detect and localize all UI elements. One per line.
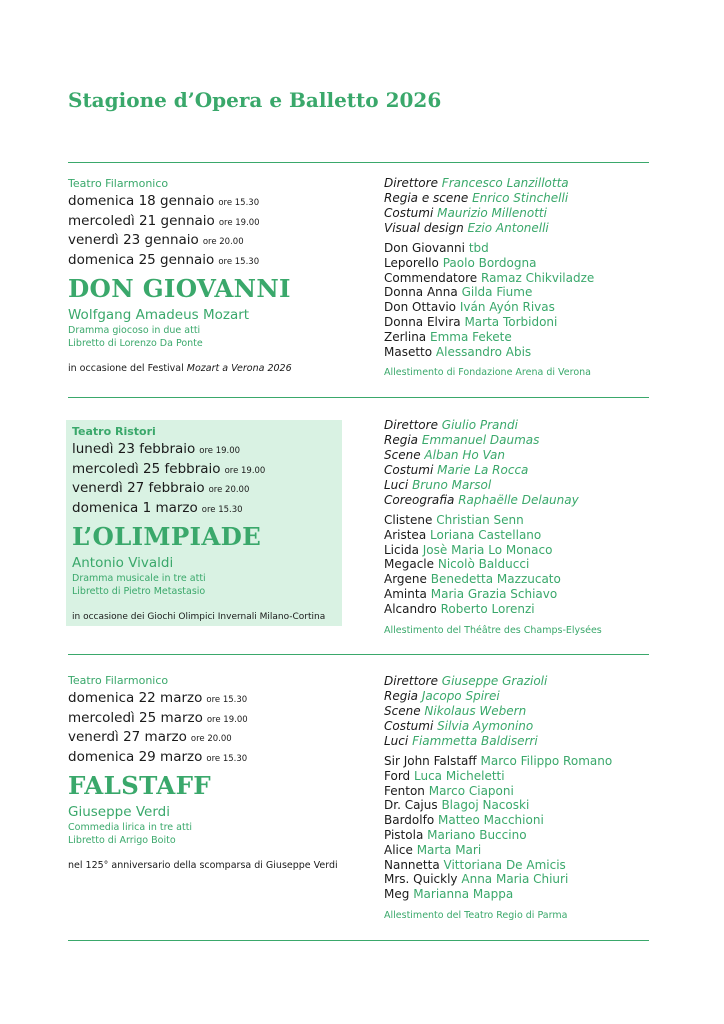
cast-line: Donna Elvira Marta Torbidoni [384,314,558,329]
cast-line: Sir John Falstaff Marco Filippo Romano [384,754,613,768]
cast-line: Nannetta Vittoriana De Amicis [384,857,566,872]
cast-line: Don Giovanni tbd [384,241,489,255]
cast-line: Aristea Loriana Castellano [384,527,542,542]
composer: Wolfgang Amadeus Mozart [68,307,250,323]
opera-title: L’OLIMPIADE [72,522,262,551]
venue: Teatro Ristori [72,425,156,438]
composer: Antonio Vivaldi [72,555,174,571]
genre: Dramma musicale in tre atti [72,573,206,584]
divider [68,162,649,163]
performance-date: venerdì 27 marzo ore 20.00 [68,729,232,745]
credits-falstaff [384,674,649,922]
divider [68,654,649,655]
genre: Commedia lirica in tre atti [68,822,193,833]
libretto: Libretto di Pietro Metastasio [72,585,206,597]
cast-line: Clistene Christian Senn [384,513,524,527]
cast-line: Argene Benedetta Mazzucato [384,572,561,587]
performance-date: domenica 22 marzo ore 15.30 [68,690,248,706]
production-credit: Allestimento del Théâtre des Champs-Elysées [384,624,602,636]
staff-line: Luci Fiammetta Baldiserri [384,734,538,748]
performance-date: venerdì 23 gennaio ore 20.00 [68,232,244,248]
occasion-note: in occasione del Festival Mozart a Verona 2026 [68,363,292,374]
composer: Giuseppe Verdi [68,804,170,820]
show-info-don-giovanni [68,177,292,375]
staff-line: Direttore Giulio Prandi [384,418,518,432]
opera-title: DON GIOVANNI [68,274,291,303]
occasion-note: nel 125° anniversario della scomparsa di Giuseppe Verdi [68,860,338,871]
performance-date: mercoledì 21 gennaio ore 19.00 [68,212,260,229]
cast-line: Alcandro Roberto Lorenzi [384,601,535,616]
staff-line: Costumi Silvia Aymonino [384,719,534,733]
libretto: Libretto di Lorenzo Da Ponte [68,337,203,349]
cast-line: Mrs. Quickly Anna Maria Chiuri [384,872,569,887]
divider [68,940,649,941]
cast-line: Masetto Alessandro Abis [384,344,532,359]
staff-line: Regia Jacopo Spirei [384,689,500,703]
performance-date: venerdì 27 febbraio ore 20.00 [72,480,250,496]
page-title: Stagione d’Opera e Balletto 2026 [68,88,442,112]
staff-line: Scene Alban Ho Van [384,448,505,462]
cast-line: Pistola Mariano Buccino [384,827,527,842]
staff-line: Costumi Marie La Rocca [384,463,529,477]
libretto: Libretto di Arrigo Boito [68,834,176,846]
performance-date: domenica 29 marzo ore 15.30 [68,748,248,765]
genre: Dramma giocoso in due atti [68,325,201,336]
occasion-note: in occasione dei Giochi Olimpici Invernali Milano-Cortina [72,612,326,622]
staff-line: Costumi Maurizio Millenotti [384,206,547,220]
performance-date: mercoledì 25 marzo ore 19.00 [68,709,248,726]
cast-line: Zerlina Emma Fekete [384,329,512,344]
cast-line: Donna Anna Gilda Fiume [384,285,533,300]
cast-line: Meg Marianna Mappa [384,887,514,902]
production-credit: Allestimento di Fondazione Arena di Verona [384,367,591,379]
cast-line: Leporello Paolo Bordogna [384,255,537,270]
opera-title: FALSTAFF [68,771,211,800]
performance-date: lunedì 23 febbraio ore 19.00 [72,441,241,457]
staff-line: Regia e scene Enrico Stinchelli [384,191,569,205]
cast-line: Aminta Maria Grazia Schiavo [384,586,558,601]
cast-line: Dr. Cajus Blagoj Nacoski [384,798,530,813]
divider [68,397,649,398]
cast-line: Alice Marta Mari [384,842,482,857]
cast-line: Fenton Marco Ciaponi [384,783,514,798]
production-credit: Allestimento del Teatro Regio di Parma [384,909,568,921]
performance-date: domenica 1 marzo ore 15.30 [72,499,243,516]
performance-date: domenica 25 gennaio ore 15.30 [68,251,260,268]
staff-line: Direttore Francesco Lanzillotta [384,176,569,190]
cast-line: Commendatore Ramaz Chikviladze [384,270,595,285]
cast-line: Megacle Nicolò Balducci [384,557,530,572]
show-info-falstaff [68,674,338,872]
cast-line: Licida Josè Maria Lo Monaco [384,542,553,557]
show-info-olimpiade [72,425,325,623]
venue: Teatro Filarmonico [68,177,169,190]
staff-line: Scene Nikolaus Webern [384,704,527,718]
cast-line: Bardolfo Matteo Macchioni [384,813,544,828]
performance-date: mercoledì 25 febbraio ore 19.00 [72,460,266,477]
credits-don-giovanni [384,176,649,379]
performance-date: domenica 18 gennaio ore 15.30 [68,193,260,209]
venue: Teatro Filarmonico [68,674,169,687]
cast-line: Ford Luca Micheletti [384,768,505,783]
staff-line: Coreografia Raphaëlle Delaunay [384,493,579,507]
staff-line: Regia Emmanuel Daumas [384,433,540,447]
staff-line: Visual design Ezio Antonelli [384,221,549,235]
cast-line: Don Ottavio Iván Ayón Rivas [384,300,555,315]
staff-line: Direttore Giuseppe Grazioli [384,674,548,688]
credits-olimpiade [384,418,649,637]
staff-line: Luci Bruno Marsol [384,478,492,492]
